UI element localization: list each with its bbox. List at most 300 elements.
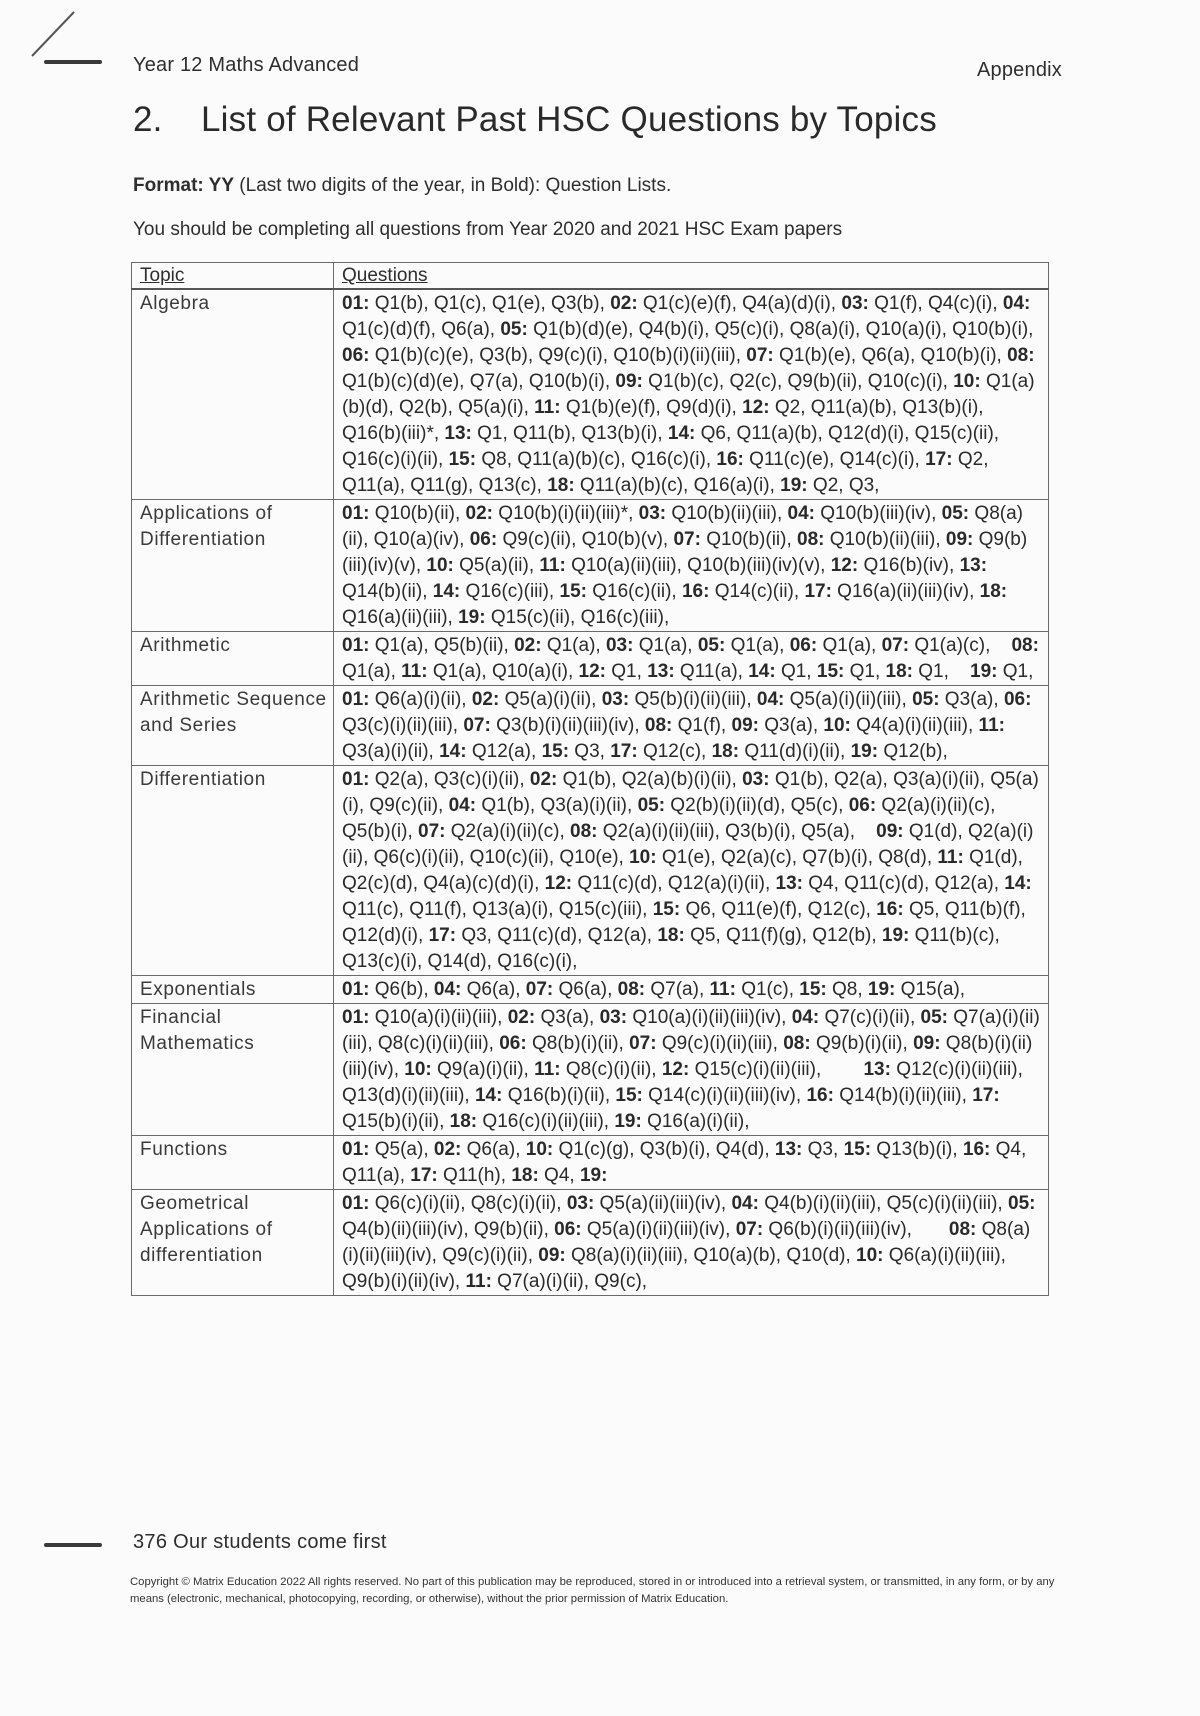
year-label: 02:	[471, 689, 500, 710]
year-label: 18:	[711, 741, 740, 762]
year-label: 19:	[850, 741, 879, 762]
year-label: 08:	[644, 715, 673, 736]
year-label: 19:	[970, 661, 998, 682]
year-label: 14:	[667, 423, 696, 444]
year-label: 05:	[920, 1007, 948, 1028]
year-label: 12:	[742, 397, 770, 418]
year-label: 09:	[913, 1033, 941, 1054]
question-list: Q6(a)(i)(ii)(iii), Q9(b)(i)(ii)(iv),	[342, 1245, 1006, 1292]
question-list: Q1(b)(c)(d)(e), Q7(a), Q10(b)(i),	[342, 371, 616, 392]
questions-cell	[334, 686, 1049, 766]
question-list: Q8(a)(i)(ii)(iii), Q10(a)(b), Q10(d),	[565, 1245, 857, 1266]
table-row	[132, 686, 1049, 766]
question-list: Q2, Q3,	[807, 475, 880, 496]
year-label: 13:	[444, 423, 472, 444]
year-label: 08:	[948, 1219, 977, 1240]
question-list: Q1,	[844, 661, 886, 682]
question-list: Q15(b)(i)(ii),	[342, 1111, 450, 1132]
year-label: 04:	[433, 979, 462, 1000]
question-list: Q5(a)(ii)(iii)(iv),	[594, 1193, 732, 1214]
question-list: Q7(a),	[645, 979, 710, 1000]
year-label: 08:	[1011, 635, 1039, 656]
question-list: Q7(a)(i)(ii), Q9(c),	[491, 1271, 648, 1292]
question-list: Q1,	[913, 661, 971, 682]
question-list: Q3(b)(i)(ii)(iii)(iv),	[490, 715, 645, 736]
question-list: Q1(a),	[342, 661, 402, 682]
question-list: Q1(b)(e), Q6(a), Q10(b)(i),	[773, 345, 1008, 366]
format-label: Format: YY	[133, 175, 235, 196]
question-list: Q6(b)(i)(ii)(iii)(iv),	[763, 1219, 949, 1240]
year-label: 07:	[629, 1033, 657, 1054]
questions-cell	[334, 1190, 1049, 1296]
questions-cell	[334, 1136, 1049, 1190]
question-list: Q15(a),	[895, 979, 966, 1000]
year-label: 17:	[925, 449, 953, 470]
header-course: Year 12 Maths Advanced	[133, 54, 360, 76]
question-list: Q1(b), Q3(a)(i)(ii),	[476, 795, 638, 816]
year-label: 04:	[731, 1193, 759, 1214]
question-list: Q10(b)(iii)(iv),	[815, 503, 942, 524]
question-list: Q11(c)(e), Q14(c)(i),	[743, 449, 926, 470]
year-label: 07:	[418, 821, 446, 842]
question-list: Q1,	[606, 661, 648, 682]
year-label: 18:	[547, 475, 575, 496]
question-list: Q1,	[775, 661, 817, 682]
year-label: 06:	[848, 795, 877, 816]
year-label: 14:	[1004, 873, 1032, 894]
year-label: 04:	[791, 1007, 820, 1028]
year-label: 10:	[525, 1139, 554, 1160]
question-list: Q1(b), Q1(c), Q1(e), Q3(b),	[369, 293, 611, 314]
question-list: Q12(c),	[637, 741, 712, 762]
question-list: Q1(a)(b)(d), Q2(b), Q5(a)(i),	[342, 371, 1035, 418]
question-list: Q1(e), Q2(a)(c), Q7(b)(i), Q8(d),	[656, 847, 938, 868]
question-list: Q8, Q11(a)(b)(c), Q16(c)(i),	[476, 449, 717, 470]
question-list: Q2(a), Q3(c)(i)(ii),	[369, 769, 530, 790]
question-list: Q9(c)(i)(ii)(iii),	[656, 1033, 784, 1054]
question-list: Q4(b)(ii)(iii)(iv), Q9(b)(ii),	[342, 1219, 555, 1240]
header-rule	[44, 60, 102, 64]
year-label: 09:	[945, 529, 974, 550]
year-label: 11:	[534, 397, 561, 418]
question-list: Q6, Q11(e)(f), Q12(c),	[680, 899, 877, 920]
question-list: Q3(a),	[758, 715, 824, 736]
question-list: Q9(b)(iii)(iv)(v),	[342, 529, 1028, 576]
year-label: 01:	[342, 1139, 370, 1160]
year-label: 04:	[1002, 293, 1031, 314]
question-list: Q1(b)(e)(f), Q9(d)(i),	[560, 397, 743, 418]
question-list: Q6(a),	[553, 979, 618, 1000]
year-label: 16:	[962, 1139, 991, 1160]
question-list: Q16(a)(ii)(iii),	[342, 607, 459, 628]
question-list: Q1(b)(c)(e), Q3(b), Q9(c)(i), Q10(b)(i)(ii)(iii),	[369, 345, 747, 366]
question-list: Q3(c)(i)(ii)(iii),	[342, 715, 464, 736]
year-label: 10:	[426, 555, 454, 576]
year-label: 05:	[912, 689, 940, 710]
year-label: 10:	[856, 1245, 884, 1266]
year-label: 10:	[629, 847, 657, 868]
topic-cell: Exponentials	[132, 976, 334, 1004]
year-label: 15:	[541, 741, 570, 762]
questions-cell	[334, 632, 1049, 686]
question-list: Q6(a),	[461, 1139, 526, 1160]
question-list: Q1(c)(e)(f), Q4(a)(d)(i),	[637, 293, 842, 314]
question-list: Q5(a)(i)(ii)(iii)(iv),	[581, 1219, 736, 1240]
question-list: Q11(a)(b)(c), Q16(a)(i),	[574, 475, 781, 496]
year-label: 13:	[775, 873, 803, 894]
year-label: 02:	[433, 1139, 462, 1160]
year-label: 06:	[342, 345, 370, 366]
year-label: 08:	[570, 821, 598, 842]
year-label: 16:	[716, 449, 744, 470]
year-label: 18:	[979, 581, 1008, 602]
year-label: 13:	[774, 1139, 803, 1160]
year-label: 03:	[566, 1193, 595, 1214]
question-list: Q2(a)(i)(ii)(iii), Q3(b)(i), Q5(a),	[597, 821, 877, 842]
year-label: 07:	[463, 715, 491, 736]
year-label: 19:	[579, 1165, 608, 1186]
year-label: 17:	[610, 741, 638, 762]
table-row	[132, 976, 1049, 1004]
question-list: Q5, Q11(b)(f), Q12(d)(i),	[342, 899, 1026, 946]
year-label: 13:	[647, 661, 675, 682]
question-list: Q5(a)(i)(ii),	[499, 689, 602, 710]
question-list: Q6, Q11(a)(b), Q12(d)(i), Q15(c)(ii), Q16(c)(i)(ii),	[342, 423, 1000, 470]
year-label: 11:	[978, 715, 1005, 736]
year-label: 01:	[342, 1193, 370, 1214]
year-label: 10:	[823, 715, 851, 736]
title-text: List of Relevant Past HSC Questions by Topics	[201, 100, 937, 139]
table-row	[132, 1004, 1049, 1136]
copyright-notice: Copyright © Matrix Education 2022 All rights reserved. No part of this publication may be reproduced, stored in or introduced into a retrieval system, or transmitted, in any form, or by any means (electronic, mechanical, photocopying, recording, or otherwise), without the prior permission of Matrix Education.	[130, 1576, 1055, 1605]
year-label: 14:	[474, 1085, 503, 1106]
year-label: 18:	[885, 661, 913, 682]
year-label: 12:	[544, 873, 573, 894]
year-label: 03:	[601, 689, 630, 710]
year-label: 03:	[841, 293, 869, 314]
year-label: 01:	[342, 1007, 370, 1028]
year-label: 03:	[599, 1007, 628, 1028]
year-label: 09:	[876, 821, 904, 842]
question-list: Q10(b)(ii)(iii),	[666, 503, 788, 524]
year-label: 16:	[681, 581, 710, 602]
question-list: Q4,	[538, 1165, 580, 1186]
topic-cell: Functions	[132, 1136, 334, 1190]
questions-cell	[334, 289, 1049, 500]
question-list: Q10(a)(i)(ii)(iii),	[369, 1007, 508, 1028]
question-list: Q16(c)(i)(ii)(iii),	[477, 1111, 615, 1132]
question-list: Q11(h),	[437, 1165, 512, 1186]
question-list: Q1(d), Q2(a)(i)(ii), Q6(c)(i)(ii), Q10(c)(ii), Q10(e),	[342, 821, 1034, 868]
question-list: Q5(b)(i)(ii)(iii),	[629, 689, 757, 710]
question-list: Q16(c)(iii),	[460, 581, 560, 602]
question-list: Q8(a)(ii), Q10(a)(iv),	[342, 503, 1023, 550]
topic-cell: Arithmetic	[132, 632, 334, 686]
question-list: Q1(b)(d)(e), Q4(b)(i), Q5(c)(i), Q8(a)(i), Q10(a)(i), Q10(b)(i),	[527, 319, 1034, 340]
table-row	[132, 1190, 1049, 1296]
year-label: 19:	[867, 979, 896, 1000]
question-list: Q14(c)(ii),	[709, 581, 805, 602]
question-list: Q1(a), Q5(b)(ii),	[369, 635, 515, 656]
question-list: Q7(a)(i)(ii)(iii), Q8(c)(i)(ii)(iii),	[342, 1007, 1040, 1054]
year-label: 03:	[605, 635, 634, 656]
question-list: Q16(a)(ii)(iii)(iv),	[831, 581, 980, 602]
year-label: 11:	[937, 847, 964, 868]
question-list: Q10(a)(i)(ii)(iii)(iv),	[627, 1007, 792, 1028]
year-label: 14:	[748, 661, 776, 682]
topic-cell: Applications of Differentiation	[132, 500, 334, 632]
year-label: 16:	[806, 1085, 834, 1106]
format-text: (Last two digits of the year, in Bold): Question Lists.	[234, 175, 672, 196]
topic-cell: Geometrical Applications of differentiation	[132, 1190, 334, 1296]
year-label: 08:	[1007, 345, 1035, 366]
year-label: 16:	[876, 899, 904, 920]
question-list: Q14(c)(i)(ii)(iii)(iv),	[642, 1085, 807, 1106]
year-label: 11:	[465, 1271, 492, 1292]
questions-cell	[334, 976, 1049, 1004]
year-label: 14:	[439, 741, 467, 762]
table-row	[132, 632, 1049, 686]
year-label: 04:	[787, 503, 815, 524]
question-list: Q6(b),	[369, 979, 434, 1000]
topic-cell: Differentiation	[132, 766, 334, 976]
year-label: 19:	[458, 607, 486, 628]
completion-note: You should be completing all questions from Year 2020 and 2021 HSC Exam papers	[133, 219, 843, 240]
pen-stroke-mark	[30, 10, 90, 58]
year-label: 02:	[610, 293, 638, 314]
footer-page-number: 376 Our students come first	[133, 1531, 387, 1553]
question-list: Q8(b)(i)(ii),	[526, 1033, 630, 1054]
year-label: 15:	[652, 899, 681, 920]
year-label: 01:	[342, 293, 370, 314]
question-list: Q8(b)(i)(ii)(iii)(iv),	[342, 1033, 1033, 1080]
year-label: 02:	[514, 635, 542, 656]
question-list: Q4(b)(i)(ii)(iii), Q5(c)(i)(ii)(iii),	[758, 1193, 1008, 1214]
question-list: Q1(b), Q2(a)(b)(i)(ii),	[557, 769, 743, 790]
question-list: Q3, Q11(c)(d), Q12(a),	[456, 925, 658, 946]
year-label: 08:	[797, 529, 825, 550]
column-header-topic: Topic	[132, 263, 334, 290]
year-label: 01:	[342, 503, 370, 524]
question-list: Q10(b)(ii),	[369, 503, 466, 524]
questions-cell	[334, 500, 1049, 632]
question-list: Q6(c)(i)(ii), Q8(c)(i)(ii),	[369, 1193, 567, 1214]
question-list: Q3(a),	[939, 689, 1004, 710]
year-label: 17:	[428, 925, 457, 946]
question-list: Q1(f), Q4(c)(i),	[868, 293, 1003, 314]
year-label: 12:	[661, 1059, 690, 1080]
question-list: Q5, Q11(f)(g), Q12(b),	[684, 925, 882, 946]
year-label: 05:	[1008, 1193, 1036, 1214]
question-list: Q12(a),	[466, 741, 542, 762]
year-label: 18:	[657, 925, 685, 946]
question-list: Q16(b)(i)(ii),	[502, 1085, 616, 1106]
question-list: Q1(d), Q2(c)(d), Q4(a)(c)(d)(i),	[342, 847, 1023, 894]
question-list: Q5(a)(ii),	[453, 555, 540, 576]
question-list: Q13(b)(i),	[871, 1139, 963, 1160]
year-label: 06:	[469, 529, 498, 550]
year-label: 02:	[465, 503, 494, 524]
question-list: Q9(c)(ii), Q10(b)(v),	[497, 529, 674, 550]
year-label: 14:	[432, 581, 461, 602]
year-label: 18:	[511, 1165, 539, 1186]
question-list: Q1, Q11(b), Q13(b)(i),	[471, 423, 668, 444]
question-list: Q10(b)(ii)(iii),	[824, 529, 946, 550]
year-label: 12:	[830, 555, 859, 576]
question-list: Q11(a),	[674, 661, 749, 682]
year-label: 15:	[843, 1139, 872, 1160]
question-list: Q10(b)(i)(ii)(iii)*,	[493, 503, 639, 524]
page-title	[133, 100, 937, 140]
year-label: 11:	[539, 555, 566, 576]
year-label: 06:	[499, 1033, 527, 1054]
question-list: Q8(a)(i)(ii)(iii)(iv), Q9(c)(i)(ii),	[342, 1219, 1031, 1266]
question-list: Q11(b)(c), Q13(c)(i), Q14(d), Q16(c)(i),	[342, 925, 1000, 972]
year-label: 09:	[615, 371, 643, 392]
year-label: 05:	[500, 319, 528, 340]
question-list: Q5(a)(i)(ii)(iii),	[784, 689, 913, 710]
year-label: 09:	[731, 715, 759, 736]
table-header-row	[132, 263, 1049, 290]
year-label: 19:	[881, 925, 910, 946]
question-list: Q3(a)(i)(ii),	[342, 741, 440, 762]
question-list: Q8(c)(i)(ii),	[560, 1059, 662, 1080]
question-list: Q1(c)(d)(f), Q6(a),	[342, 319, 501, 340]
question-list: Q11(c), Q11(f), Q13(a)(i), Q15(c)(iii),	[342, 899, 653, 920]
year-label: 06:	[554, 1219, 582, 1240]
question-list: Q1,	[997, 661, 1034, 682]
question-list: Q2(a)(i)(ii)(c),	[445, 821, 570, 842]
year-label: 17:	[410, 1165, 438, 1186]
year-label: 15:	[559, 581, 587, 602]
year-label: 17:	[972, 1085, 1000, 1106]
question-list: Q2(b)(i)(ii)(d), Q5(c),	[665, 795, 849, 816]
question-list: Q2, Q11(a), Q11(g), Q13(c),	[342, 449, 989, 496]
question-list: Q2, Q11(a)(b), Q13(b)(i), Q16(b)(iii)*,	[342, 397, 984, 444]
year-label: 12:	[578, 661, 606, 682]
year-label: 11:	[534, 1059, 561, 1080]
question-list: Q11(d)(i)(ii),	[739, 741, 851, 762]
year-label: 10:	[404, 1059, 432, 1080]
question-list: Q10(a)(ii)(iii), Q10(b)(iii)(iv)(v),	[565, 555, 831, 576]
year-label: 05:	[941, 503, 970, 524]
question-list: Q1(a),	[725, 635, 790, 656]
question-list: Q1(c),	[735, 979, 800, 1000]
question-list: Q1(b)(c), Q2(c), Q9(b)(ii), Q10(c)(i),	[642, 371, 954, 392]
title-number: 2.	[133, 100, 163, 139]
year-label: 05:	[697, 635, 726, 656]
year-label: 15:	[816, 661, 845, 682]
questions-cell	[334, 766, 1049, 976]
year-label: 13:	[959, 555, 988, 576]
question-list: Q6(a)(i)(ii),	[369, 689, 472, 710]
question-list: Q4, Q11(c)(d), Q12(a),	[802, 873, 1005, 894]
year-label: 11:	[401, 661, 428, 682]
year-label: 04:	[756, 689, 785, 710]
question-list: Q1(a), Q10(a)(i),	[427, 661, 579, 682]
question-list: Q3,	[802, 1139, 844, 1160]
year-label: 03:	[638, 503, 667, 524]
year-label: 04:	[448, 795, 477, 816]
questions-cell	[334, 1004, 1049, 1136]
question-list: Q12(c)(i)(ii)(iii), Q13(d)(i)(ii)(iii),	[342, 1059, 1023, 1106]
year-label: 01:	[342, 979, 370, 1000]
year-label: 11:	[709, 979, 736, 1000]
question-list: Q1(a)(c),	[909, 635, 1012, 656]
year-label: 19:	[614, 1111, 642, 1132]
year-label: 06:	[789, 635, 818, 656]
year-label: 08:	[617, 979, 646, 1000]
question-list: Q4, Q11(a),	[342, 1139, 1027, 1186]
topic-cell: Algebra	[132, 289, 334, 500]
topic-cell: Arithmetic Sequence and Series	[132, 686, 334, 766]
question-list: Q5(a),	[369, 1139, 434, 1160]
year-label: 01:	[342, 635, 370, 656]
year-label: 07:	[673, 529, 701, 550]
year-label: 15:	[615, 1085, 643, 1106]
column-header-questions: Questions	[334, 263, 1049, 290]
year-label: 07:	[746, 345, 774, 366]
question-list: Q3(a),	[535, 1007, 600, 1028]
table-row	[132, 500, 1049, 632]
question-list: Q16(b)(iv),	[858, 555, 960, 576]
question-list: Q9(b)(i)(ii),	[810, 1033, 914, 1054]
question-list: Q11(c)(d), Q12(a)(i)(ii),	[572, 873, 776, 894]
header-section: Appendix	[977, 59, 1062, 81]
question-list: Q1(a),	[541, 635, 606, 656]
topic-cell: Financial Mathematics	[132, 1004, 334, 1136]
question-list: Q1(a),	[817, 635, 882, 656]
table-row	[132, 766, 1049, 976]
year-label: 09:	[538, 1245, 566, 1266]
year-label: 02:	[507, 1007, 536, 1028]
year-label: 15:	[799, 979, 827, 1000]
year-label: 05:	[637, 795, 666, 816]
question-list: Q1(f),	[672, 715, 732, 736]
table-row	[132, 1136, 1049, 1190]
question-list: Q1(b), Q2(a), Q3(a)(i)(ii), Q5(a)(i), Q9(c)(ii),	[342, 769, 1039, 816]
year-label: 06:	[1003, 689, 1032, 710]
question-list: Q14(b)(i)(ii)(iii),	[833, 1085, 973, 1106]
question-list: Q16(a)(i)(ii),	[641, 1111, 750, 1132]
question-list: Q3,	[569, 741, 611, 762]
year-label: 10:	[953, 371, 981, 392]
year-label: 08:	[783, 1033, 811, 1054]
question-list: Q10(b)(ii),	[700, 529, 798, 550]
year-label: 02:	[529, 769, 558, 790]
format-line	[133, 175, 671, 197]
year-label: 18:	[449, 1111, 478, 1132]
year-label: 01:	[342, 769, 370, 790]
year-label: 19:	[780, 475, 808, 496]
footer-rule	[44, 1543, 102, 1547]
year-label: 01:	[342, 689, 370, 710]
question-list: Q7(c)(i)(ii),	[819, 1007, 921, 1028]
question-list: Q2(a)(i)(ii)(c), Q5(b)(i),	[342, 795, 996, 842]
year-label: 15:	[448, 449, 477, 470]
question-list: Q1(a),	[633, 635, 698, 656]
year-label: 07:	[525, 979, 554, 1000]
year-label: 07:	[881, 635, 910, 656]
question-list: Q6(a),	[461, 979, 526, 1000]
question-list: Q15(c)(i)(ii)(iii),	[689, 1059, 864, 1080]
question-list: Q1(c)(g), Q3(b)(i), Q4(d),	[553, 1139, 775, 1160]
topics-table	[131, 262, 1049, 1296]
year-label: 17:	[804, 581, 832, 602]
year-label: 13:	[863, 1059, 891, 1080]
question-list: Q8,	[826, 979, 868, 1000]
year-label: 03:	[742, 769, 770, 790]
